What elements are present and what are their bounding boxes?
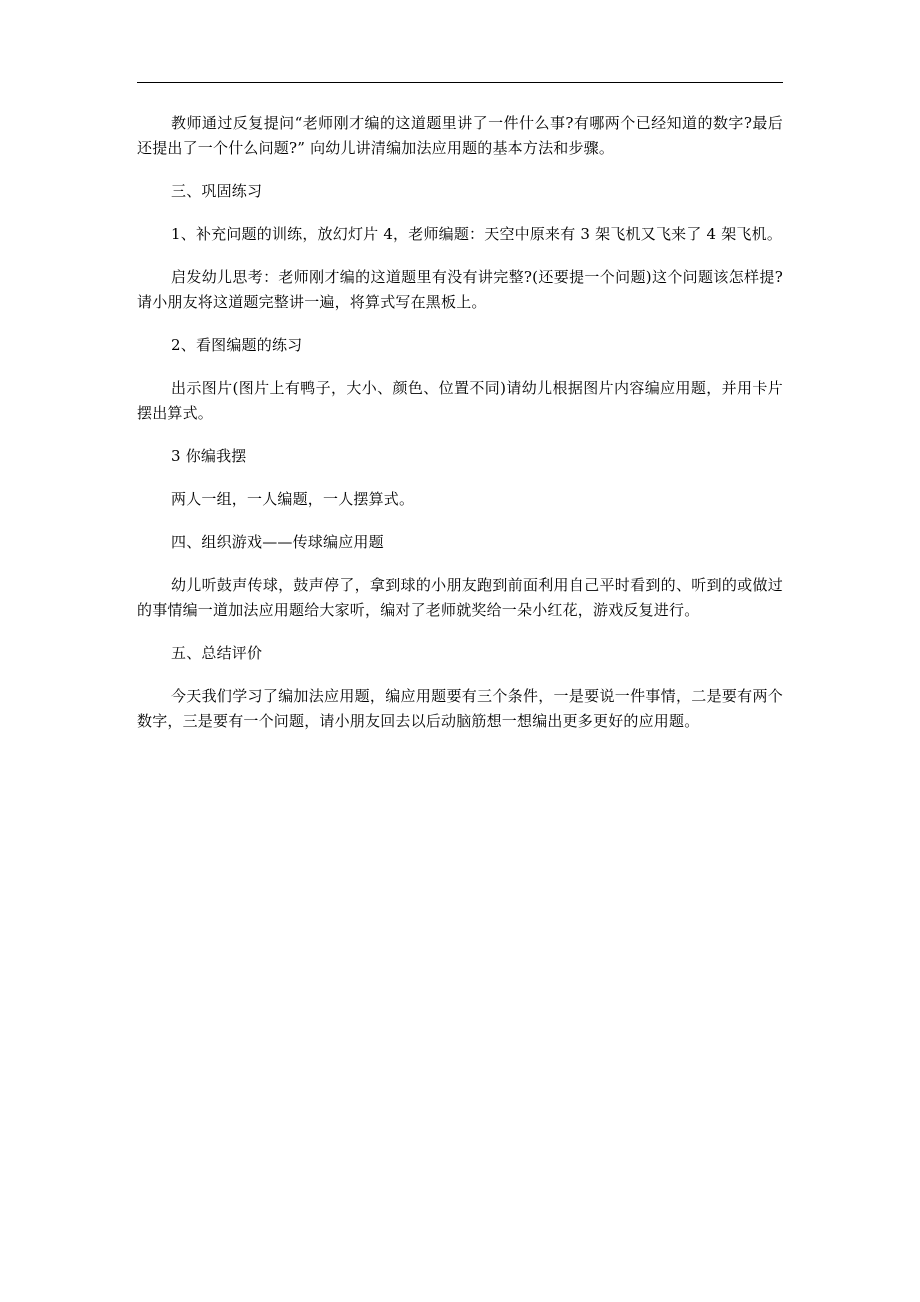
paragraph-teacher-questions: 教师通过反复提问“老师刚才编的这道题里讲了一件什么事?有哪两个已经知道的数字?最后还提出了一个什么问题?” 向幼儿讲清编加法应用题的基本方法和步骤。	[137, 114, 783, 157]
section-heading-summary: 五、总结评价	[171, 644, 263, 662]
subheading-you-compose-i-arrange: 3 你编我摆	[171, 447, 247, 465]
document-body	[137, 111, 783, 752]
paragraph-pair-work: 两人一组，一人编题，一人摆算式。	[171, 490, 415, 508]
paragraph-show-picture: 出示图片(图片上有鸭子，大小、颜色、位置不同)请幼儿根据图片内容编应用题，并用卡片摆出算式。	[137, 379, 783, 422]
paragraph-summary: 今天我们学习了编加法应用题，编应用题要有三个条件，一是要说一件事情，二是要有两个数字，三是要有一个问题，请小朋友回去以后动脑筋想一想编出更多更好的应用题。	[137, 687, 783, 730]
paragraph-supplement-question: 1、补充问题的训练，放幻灯片 4，老师编题：天空中原来有 3 架飞机又飞来了 4 架飞机。	[171, 225, 783, 243]
paragraph-inspire-thinking: 启发幼儿思考：老师刚才编的这道题里有没有讲完整?(还要提一个问题)这个问题该怎样提?请小朋友将这道题完整讲一遍，将算式写在黑板上。	[137, 268, 783, 311]
section-heading-game: 四、组织游戏——传球编应用题	[171, 533, 384, 551]
subheading-picture-problems: 2、看图编题的练习	[171, 336, 303, 354]
paragraph-game-description: 幼儿听鼓声传球，鼓声停了，拿到球的小朋友跑到前面利用自己平时看到的、听到的或做过的事情编一道加法应用题给大家听，编对了老师就奖给一朵小红花，游戏反复进行。	[137, 576, 783, 619]
section-heading-practice: 三、巩固练习	[171, 182, 263, 200]
header-rule	[137, 82, 783, 83]
